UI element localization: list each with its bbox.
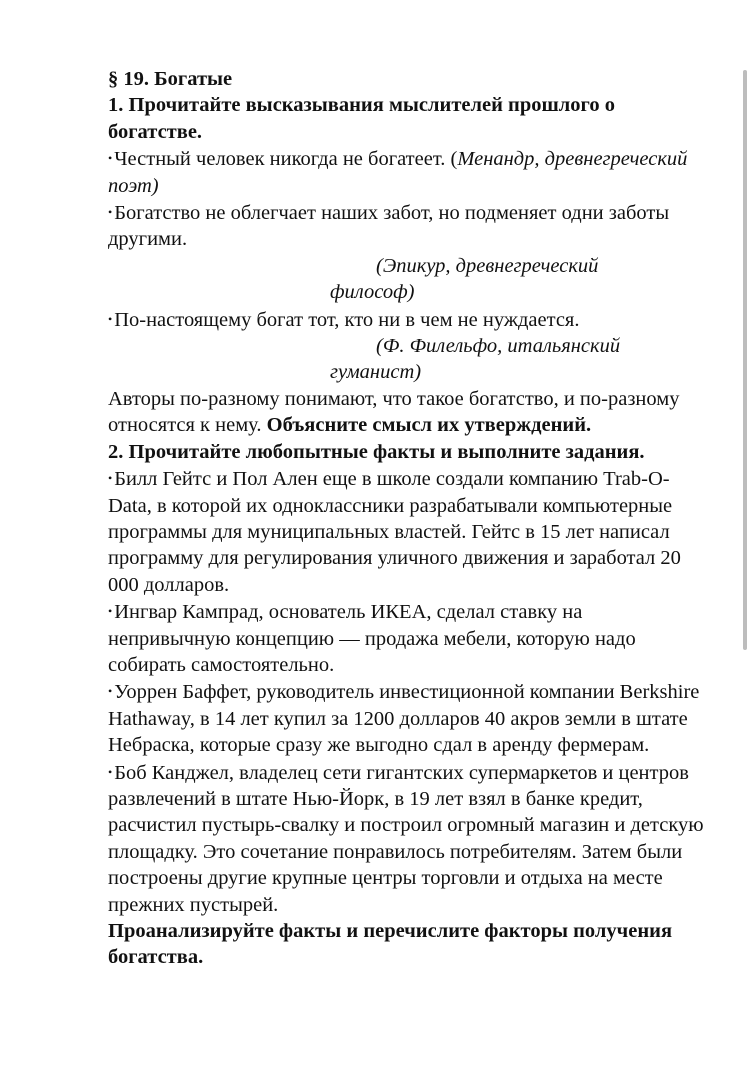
quote-1	[108, 145, 708, 199]
bullet-icon: •	[108, 311, 113, 326]
summary-instruction: Объясните смысл их утверждений.	[266, 414, 592, 437]
quote-2	[108, 199, 708, 253]
bullet-icon: •	[108, 151, 113, 166]
quote-3-text: По-настоящему богат тот, кто ни в чем не нуждается.	[114, 308, 580, 331]
quote-3	[108, 306, 708, 333]
bullet-icon: •	[108, 764, 113, 779]
fact-3-text: Уоррен Баффет, руководитель инвестиционной компании Berkshire Hathaway, в 14 лет купил за 1200 долларов 40 акров земли в штате Небраска, которые сразу же выгодно сдал в аренду фермерам.	[108, 681, 700, 757]
fact-4	[108, 759, 708, 918]
quote-2-text: Богатство не облегчает наших забот, но подменяет одни заботы другими.	[108, 202, 670, 251]
final-task: Проанализируйте факты и перечислите факторы получения богатства.	[108, 920, 673, 969]
section-heading: § 19. Богатые	[108, 68, 233, 90]
quote-2-author: (Эпикур, древнегреческий философ)	[330, 254, 599, 304]
summary-text: Авторы по-разному понимают, что такое богатство, и по-разному относятся к нему.	[108, 387, 680, 437]
quote-1-author: Менандр, древнегреческий поэт)	[108, 148, 688, 197]
quote-1-text: Честный человек никогда не богатеет. (	[114, 148, 458, 171]
scrollbar[interactable]	[743, 70, 747, 650]
document-page	[108, 66, 708, 971]
fact-2	[108, 598, 708, 678]
fact-1	[108, 465, 708, 598]
task2-title: 2. Прочитайте любопытные факты и выполните задания.	[108, 440, 645, 463]
quote-3-author: (Ф. Филельфо, итальянский гуманист)	[330, 335, 621, 384]
task1-title: 1. Прочитайте высказывания мыслителей прошлого о богатстве.	[108, 94, 615, 143]
fact-3	[108, 678, 708, 758]
bullet-icon: •	[108, 684, 113, 699]
fact-2-text: Ингвар Кампрад, основатель ИКЕА, сделал ставку на непривычную концепцию — продажа мебели, которую надо собирать самостоятельно.	[108, 601, 636, 676]
task1-summary	[108, 386, 708, 439]
bullet-icon: •	[108, 205, 113, 220]
fact-4-text: Боб Канджел, владелец сети гигантских супермаркетов и центров развлечений в штате Нью-Йорк, в 19 лет взял в банке кредит, расчистил пустырь-свалку и построил огромный магазин и детскую площадку. Это сочетание понравилось потребителям. Затем были построены другие крупные центры торговли и отдыха на месте прежних пустырей.	[108, 761, 704, 916]
fact-1-text: Билл Гейтс и Пол Ален еще в школе создали компанию Trab-O-Data, в которой их одноклассники разрабатывали компьютерные программы для муниципальных властей. Гейтс в 15 лет написал программу для регулирования уличного движения и заработал 20 000 долларов.	[108, 468, 681, 596]
bullet-icon: •	[108, 471, 113, 486]
bullet-icon: •	[108, 604, 113, 619]
